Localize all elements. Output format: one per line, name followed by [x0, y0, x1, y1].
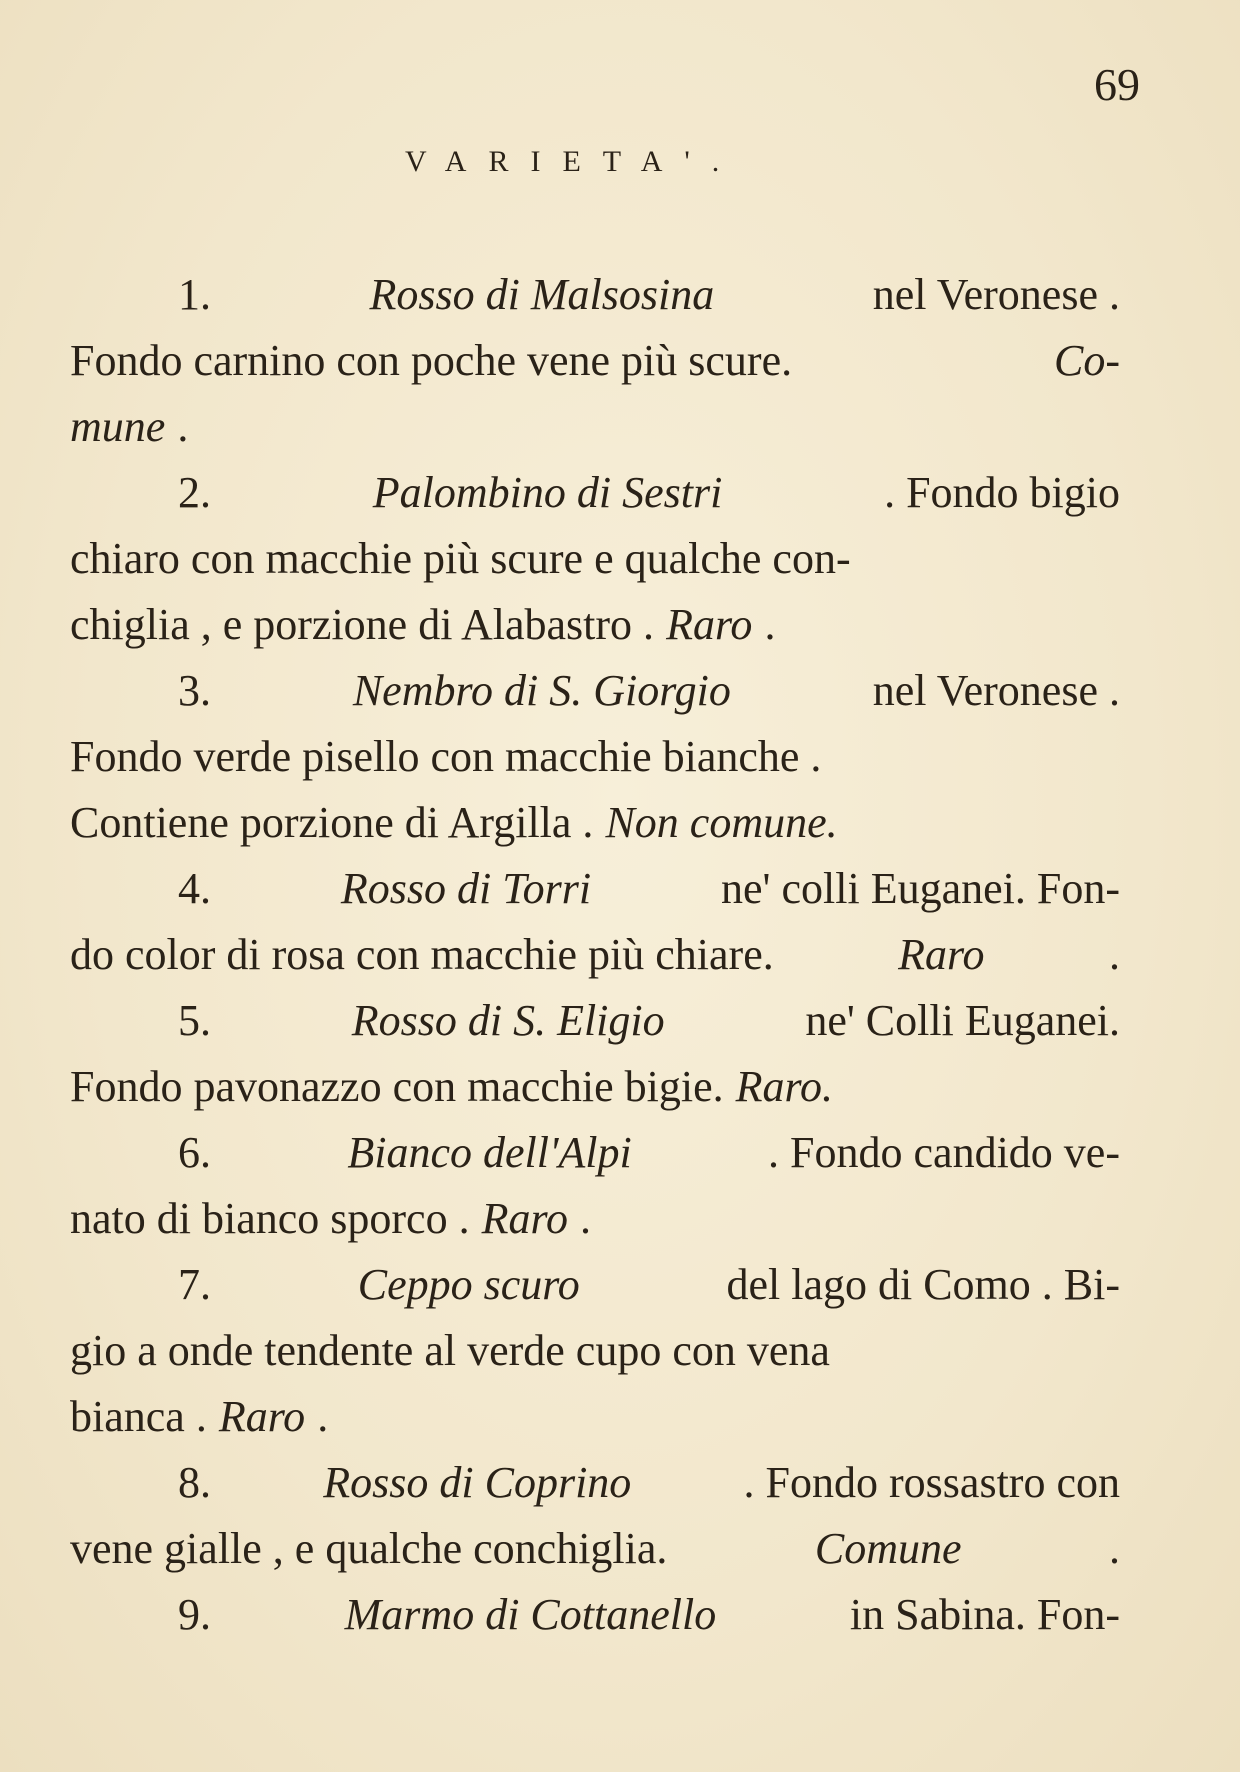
variety-entry [70, 658, 1120, 856]
text-line [70, 658, 1120, 724]
text-segment: 5. [178, 996, 211, 1045]
text-segment: Contiene porzione di Argilla . [70, 798, 594, 847]
italic-segment: Raro [898, 930, 985, 979]
text-segment: 2. [178, 468, 211, 517]
text-segment: nel Veronese . [872, 270, 1120, 319]
italic-segment: Rosso di Malsosina [369, 270, 715, 319]
text-segment: 6. [178, 1128, 211, 1177]
text-segment: bianca . [70, 1392, 207, 1441]
text-line [70, 1450, 1120, 1516]
text-segment: gio a onde tendente al verde cupo con vena [70, 1326, 830, 1375]
italic-segment: Comune [814, 1524, 962, 1573]
text-line [70, 1318, 1120, 1384]
text-segment: Fondo verde pisello con macchie bianche . [70, 732, 822, 781]
italic-segment: Raro [481, 1194, 568, 1243]
text-segment: in Sabina. Fon- [849, 1590, 1120, 1639]
text-segment: 9. [178, 1590, 211, 1639]
text-line [70, 460, 1120, 526]
text-line [70, 328, 1120, 394]
italic-segment: Ceppo scuro [357, 1260, 580, 1309]
variety-entry [70, 856, 1120, 988]
italic-segment: Nembro di S. Giorgio [352, 666, 731, 715]
italic-segment: Rosso di Coprino [323, 1458, 632, 1507]
text-segment: . [317, 1392, 329, 1441]
variety-entry [70, 1252, 1120, 1450]
text-line [70, 1054, 1120, 1120]
italic-segment: Raro [218, 1392, 306, 1441]
text-segment: Fondo carnino con poche vene più scure. [70, 336, 793, 385]
text-segment: nel Veronese . [872, 666, 1120, 715]
text-line [70, 922, 1120, 988]
text-line [70, 790, 1120, 856]
variety-entry [70, 1120, 1120, 1252]
italic-segment: Bianco dell'Alpi [347, 1128, 632, 1177]
text-line [70, 1120, 1120, 1186]
text-segment: . Fondo bigio [884, 468, 1120, 517]
text-line [70, 592, 1120, 658]
text-segment: Fondo pavonazzo con macchie bigie. [70, 1062, 724, 1111]
body-text [70, 262, 1120, 1648]
italic-segment: Palombino di Sestri [372, 468, 723, 517]
text-line [70, 1186, 1120, 1252]
variety-entry [70, 1582, 1120, 1648]
text-segment: chiglia , e porzione di Alabastro . [70, 600, 655, 649]
text-segment: . [177, 402, 189, 451]
text-segment: vene gialle , e qualche conchiglia. [70, 1524, 668, 1573]
text-segment: 8. [178, 1458, 211, 1507]
italic-segment: Co- [1054, 336, 1120, 385]
italic-segment: mune [70, 402, 166, 451]
italic-segment: Raro [666, 600, 753, 649]
text-segment: do color di rosa con macchie più chiare. [70, 930, 774, 979]
text-line [70, 724, 1120, 790]
text-segment: . Fondo rossastro con [743, 1458, 1120, 1507]
italic-segment: Rosso di Torri [340, 864, 592, 913]
text-segment: . [1109, 1524, 1120, 1573]
text-line [70, 526, 1120, 592]
text-segment: chiaro con macchie più scure e qualche con- [70, 534, 851, 583]
text-segment: ne' colli Euganei. Fon- [721, 864, 1120, 913]
italic-segment: Marmo di Cottanello [344, 1590, 717, 1639]
text-segment: . [1108, 930, 1120, 979]
text-segment: 1. [178, 270, 211, 319]
text-segment: del lago di Como . Bi- [726, 1260, 1120, 1309]
text-line [70, 1384, 1120, 1450]
text-segment: . [764, 600, 776, 649]
text-line [70, 988, 1120, 1054]
text-segment: 4. [178, 864, 211, 913]
variety-entry [70, 1450, 1120, 1582]
text-line [70, 1252, 1120, 1318]
text-line [70, 262, 1120, 328]
text-line [70, 394, 1120, 460]
text-segment: 7. [178, 1260, 211, 1309]
italic-segment: Non comune. [605, 798, 838, 847]
running-title: VARIETA'. [405, 145, 742, 178]
text-line [70, 1516, 1120, 1582]
variety-entry [70, 988, 1120, 1120]
text-segment: . Fondo candido ve- [768, 1128, 1120, 1177]
text-line [70, 856, 1120, 922]
italic-segment: Raro. [735, 1062, 834, 1111]
text-segment: nato di bianco sporco . [70, 1194, 470, 1243]
variety-entry [70, 262, 1120, 460]
text-line [70, 1582, 1120, 1648]
page-number: 69 [1094, 59, 1140, 110]
text-segment: . [579, 1194, 591, 1243]
text-segment: ne' Colli Euganei. [805, 996, 1120, 1045]
text-segment: 3. [178, 666, 211, 715]
variety-entry [70, 460, 1120, 658]
italic-segment: Rosso di S. Eligio [351, 996, 665, 1045]
